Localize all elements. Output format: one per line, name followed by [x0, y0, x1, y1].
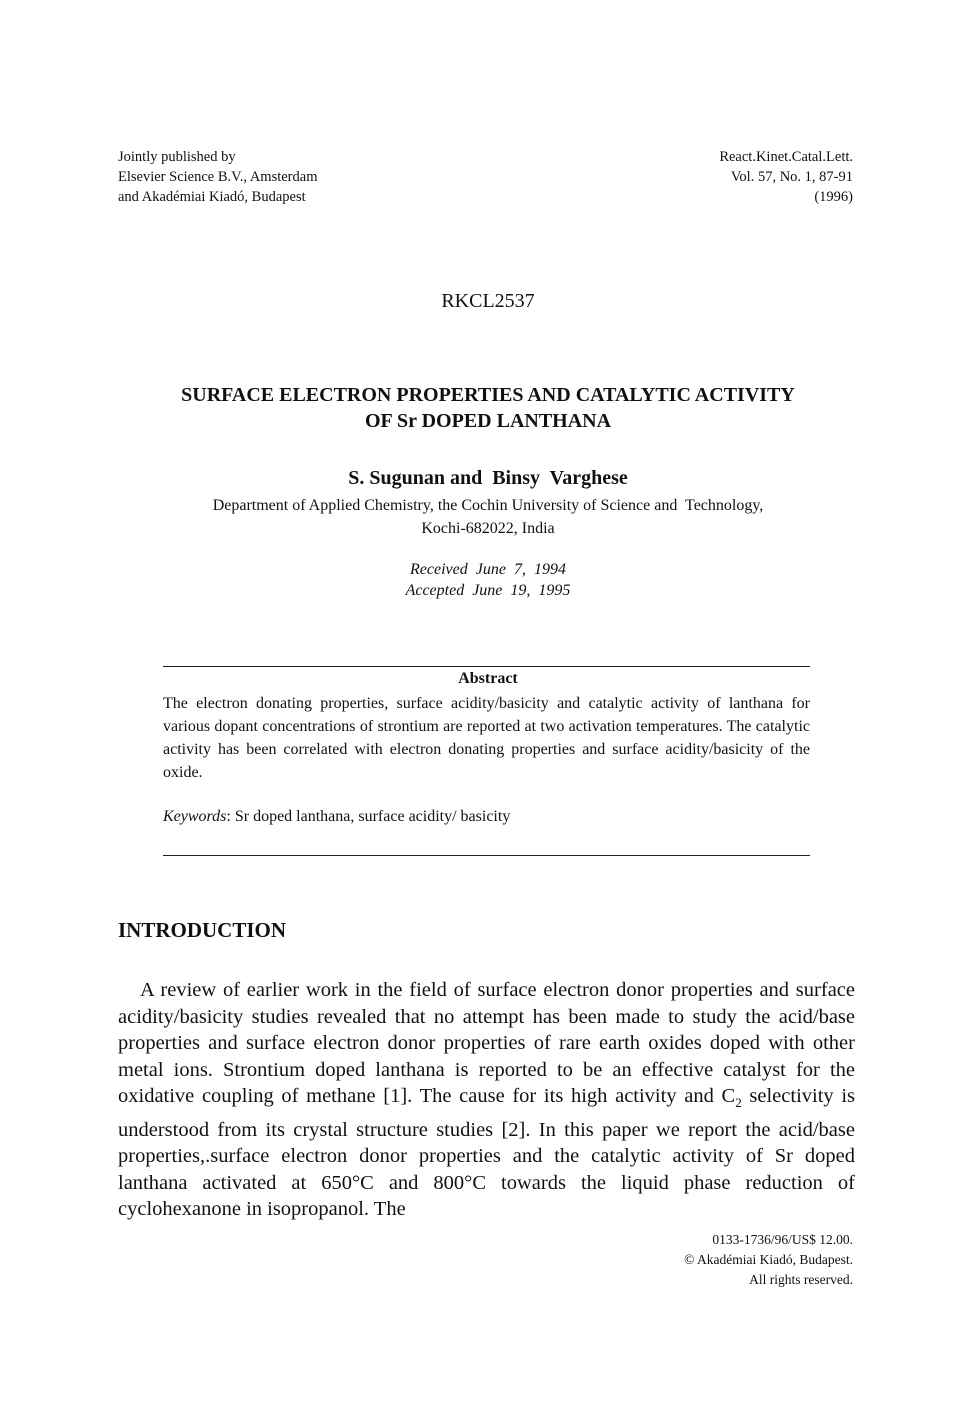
publisher-line: and Akadémiai Kiadó, Budapest — [118, 189, 306, 205]
dates — [0, 559, 976, 601]
abstract-bottom-rule — [163, 855, 810, 856]
title-line: OF Sr DOPED LANTHANA — [364, 410, 612, 432]
abstract-text: The electron donating properties, surface acidity/basicity and catalytic activity of lanthana for various dopant concentrations of strontium are reported at two activation temperatures. The catalytic activity has been correlated with electron donating properties and surface acidity/basicity of the oxide. — [163, 695, 810, 781]
intro-text-part1: A review of earlier work in the field of surface electron donor properties and surface acidity/basicity studies revealed that no attempt has been made to study the acid/base properties and surface electron donor properties of rare earth oxides doped with other metal ions. Strontium doped lanthana is reported to be an effective catalyst for the oxidative coupling of methane [1]. The cause for its high activity and C — [118, 979, 855, 1107]
affiliation-line: Department of Applied Chemistry, the Cochin University of Science and Technology, — [212, 497, 764, 514]
introduction-paragraph — [118, 977, 855, 1223]
abstract-top-rule — [163, 666, 810, 667]
keywords-label: Keywords — [163, 808, 227, 825]
abstract-heading: Abstract — [458, 670, 518, 687]
footer-line: © Akadémiai Kiadó, Budapest. — [684, 1252, 853, 1267]
title-line: SURFACE ELECTRON PROPERTIES AND CATALYTIC ACTIVITY — [181, 384, 795, 406]
journal-info — [719, 147, 853, 207]
publisher-line: Elsevier Science B.V., Amsterdam — [118, 169, 318, 185]
keywords — [163, 808, 510, 826]
footer-line: 0133-1736/96/US$ 12.00. — [712, 1232, 853, 1247]
journal-line: Vol. 57, No. 1, 87-91 — [730, 169, 853, 185]
journal-line: (1996) — [814, 189, 853, 205]
affiliation — [0, 494, 976, 540]
publisher-info — [118, 147, 317, 207]
received-date: Received June 7, 1994 — [410, 561, 566, 578]
accepted-date: Accepted June 19, 1995 — [405, 582, 571, 599]
intro-text-part2: selectivity is understood from its crystal structure studies [2]. In this paper we report the acid/base properties,.surface electron donor properties and the catalytic activity of Sr doped lanthana activated at 650°C and 800°C towards the liquid phase reduction of cyclohexanone in isopropanol. The — [118, 1085, 856, 1221]
authors: S. Sugunan and Binsy Varghese — [348, 467, 628, 489]
copyright-footer — [684, 1230, 853, 1290]
paper-title — [0, 382, 976, 434]
footer-line: All rights reserved. — [749, 1272, 853, 1287]
affiliation-line: Kochi-682022, India — [421, 520, 555, 537]
section-heading-introduction: INTRODUCTION — [118, 918, 287, 942]
article-code: RKCL2537 — [441, 290, 535, 312]
journal-line: React.Kinet.Catal.Lett. — [719, 149, 853, 165]
keywords-text: : Sr doped lanthana, surface acidity/ basicity — [226, 808, 511, 825]
subscript-2: 2 — [735, 1095, 742, 1111]
publisher-line: Jointly published by — [118, 149, 236, 165]
